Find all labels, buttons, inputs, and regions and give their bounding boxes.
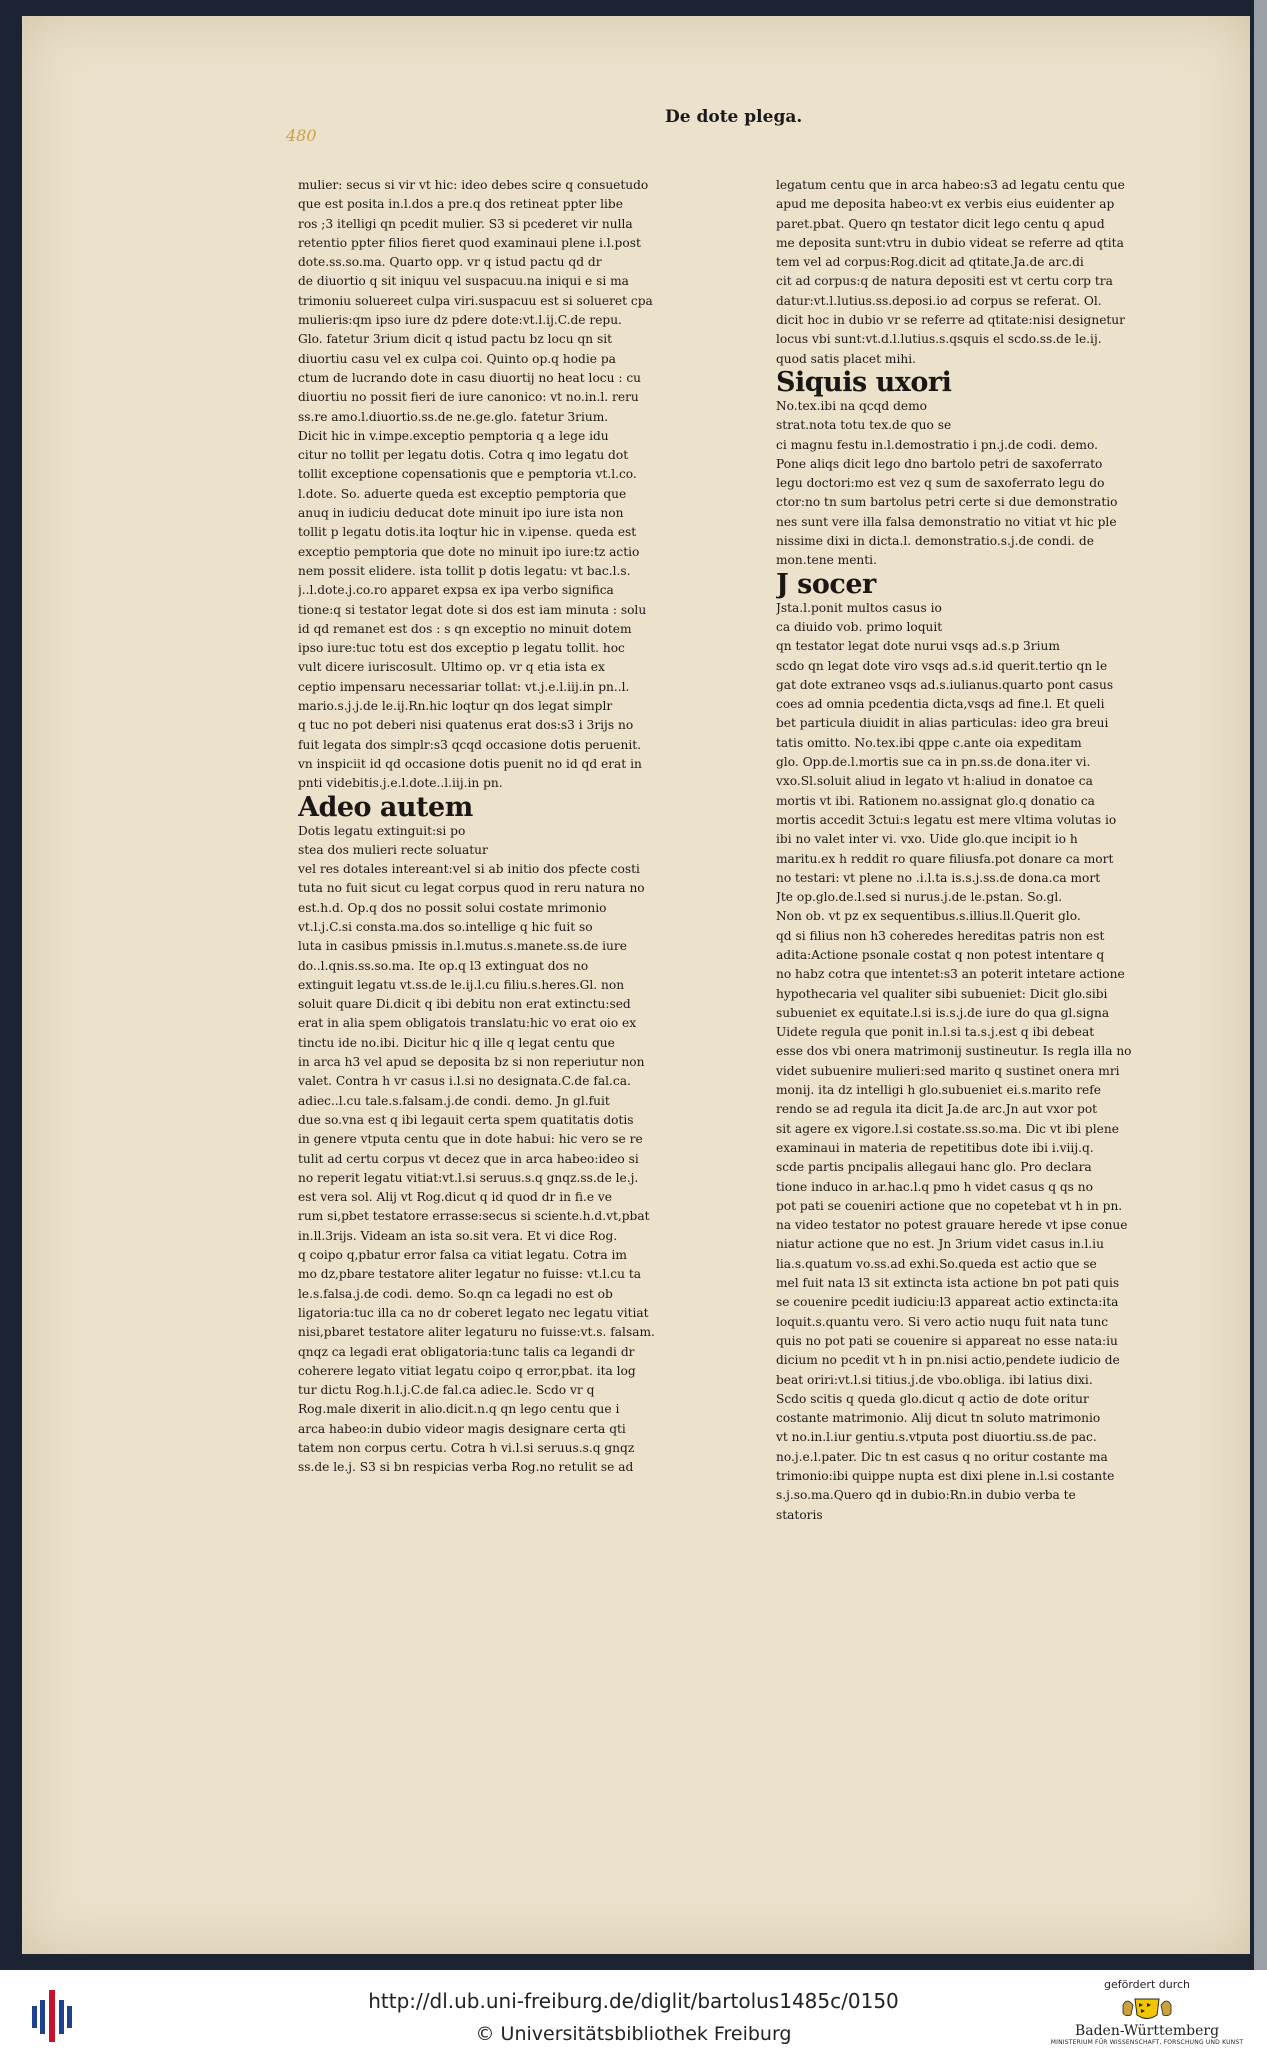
- right-column-text-top: legatum centu que in arca habeo:s3 ad legatu centu que apud me deposita habeo:vt ex verbis eius euidenter ap paret.pbat. Quero qn testator dicit lego centu q apud me deposita sunt:vtru in dubio videat se referre ad qtita tem vel ad corpus:Rog.dicit ad qtitate.Ja.de arc.di cit ad corpus:q de natura depositi est vt certu corp tra datur:vt.l.lutius.ss.deposi.io ad corpus se referat. Ol. dicit hoc in dubio vr se referre ad qtitate:nisi designetur locus vbi sunt:vt.d.l.lutius.s.qsquis el scdo.ss.de le.ij. quod satis placet mihi.: [776, 178, 1125, 366]
- copyright-notice: © Universitätsbibliothek Freiburg: [475, 2023, 792, 2045]
- funder-state: Baden-Württemberg: [1074, 2023, 1220, 2039]
- left-section-heading: Adeo autem: [298, 791, 473, 823]
- funder-label: gefördert durch: [1103, 1978, 1191, 1991]
- left-text-column: [298, 176, 676, 1586]
- page-edge: [1254, 0, 1267, 1970]
- viewer-footer: [0, 1970, 1267, 2059]
- baden-wuerttemberg-crest-icon: [1119, 1993, 1175, 2023]
- left-section-text: Dotis legatu extinguit:si po stea dos mulieri recte soluatur vel res dotales intereant:vel si ab initio dos pfecte costi tuta no fuit sicut cu legat corpus quod in reru natura no est.h.d. Op.q dos no possit solui costate mrimonio vt.l.j.C.si consta.ma.dos so.intellige q hic fuit so luta in casibus pmissis in.l.mutus.s.manete.ss.de iure do..l.qnis.ss.so.ma. Ite op.q l3 extinguat dos no extinguit legatu vt.ss.de le.ij.l.cu filiu.s.heres.Gl. non soluit quare Di.dicit q ibi debitu non erat extinctu:sed erat in alia spem obligatois translatu:hic vo erat oio ex tinctu ide no.ibi. Dicitur hic q ille q legat centu que in arca h3 vel apud se deposita bz si non reperiutur non valet. Contra h vr casus i.l.si no designata.C.de fal.ca. adiec..l.cu tale.s.falsam.j.de condi. demo. Jn gl.fuit due so.vna est q ibi legauit certa spem quatitatis dotis in genere vtputa centu que in dote habui: hic vero se re tulit ad certu corpus vt decez que in arca habeo:ideo si no reperit legatu vitiat:vt.l.si seruus.s.q gnqz.ss.de le.j. est vera sol. Alij vt Rog.dicut q id quod dr in fi.e ve rum si,pbet testatore errasse:secus si sciente.h.d.vt,pbat in.ll.3rijs. Videam an ista so.sit vera. Et vi dice Rog. q coipo q,pbatur error falsa ca vitiat legatu. Cotra im mo dz,pbare testatore aliter legatur no fuisse: vt.l.cu ta le.s.falsa.j.de codi. demo. So.qn ca legadi no est ob ligatoria:tuc illa ca no dr coberet legato nec legatu vitiat nisi,pbaret testatore aliter legaturu no fuisse:vt.s. falsam. qnqz ca legadi erat obligatoria:tunc talis ca legandi dr coherere legato vitiat legatu coipo q error,pbat. ita log tur dictu Rog.h.l.j.C.de fal.ca adiec.le. Scdo vr q Rog.male dixerit in alio.dicit.n.q qn lego centu que i arca habeo:in dubio videor magis designare certa qti tatem non corpus certu. Cotra h vi.l.si seruus.s.q gnqz ss.de le.j. S3 si bn respicias verba Rog.no retulit se ad: [298, 823, 655, 1475]
- funder-block: [1047, 1978, 1247, 2046]
- running-header: De dote plega.: [665, 107, 803, 127]
- permalink-url[interactable]: http://dl.ub.uni-freiburg.de/diglit/bartolus1485c/0150: [368, 1989, 899, 2013]
- right-section-text-1: No.tex.ibi na qcqd demo strat.nota totu tex.de quo se ci magnu festu in.l.demostratio i pn.j.de codi. demo. Pone aliqs dicit lego dno bartolo petri de saxoferrato legu doctori:mo est vez q sum de saxoferrato legu do ctor:no tn sum bartolus petri certe si due demonstratio nes sunt vere illa falsa demonstratio no vitiat vt hic ple nissime dixi in dicta.l. demonstratio.s.j.de condi. de mon.tene menti.: [776, 398, 1118, 568]
- left-column-text: mulier: secus si vir vt hic: ideo debes scire q consuetudo que est posita in.l.dos a pre.q dos retineat ppter libe ros ;3 itelligi qn pcedit mulier. S3 si pcederet vir nulla retentio ppter filios fieret quod examinaui plene i.l.post dote.ss.so.ma. Quarto opp. vr q istud pactu qd dr de diuortio q sit iniquu vel suspacuu.na iniqui e si ma trimoniu soluereet culpa viri.suspacuu est si solueret cpa mulieris:qm ipso iure dz pdere dote:vt.l.ij.C.de repu. Glo. fatetur 3rium dicit q istud pactu bz locu qn sit diuortiu casu vel ex culpa coi. Quinto op.q hodie pa ctum de lucrando dote in casu diuortij no heat locu : cu diuortiu no possit fieri de iure canonico: vt no.in.l. reru ss.re amo.l.diuortio.ss.de ne.ge.glo. fatetur 3rium. Dicit hic in v.impe.exceptio pemptoria q a lege idu citur no tollit per legatu dotis. Cotra q imo legatu dot tollit exceptione copensationis que e pemptoria vt.l.co. l.dote. So. aduerte queda est exceptio pemptoria que anuq in iudiciu deducat dote minuit ipo iure ista non tollit p legatu dotis.ita loqtur hic in v.ipense. queda est exceptio pemptoria que dote no minuit ipo iure:tz actio nem possit elidere. ista tollit p dotis legatu: vt bac.l.s. j..l.dote.j.co.ro apparet expsa ex ipa verbo significa tione:q si testator legat dote si dos est iam minuta : solu id qd remanet est dos : s qn exceptio no minuit dotem ipso iure:tuc totu est dos exceptio p legatu tollit. hoc vult dicere iuriscosult. Ultimo op. vr q etia ista ex ceptio impensaru necessariar tollat: vt.j.e.l.iij.in pn..l. mario.s.j.j.de le.ij.Rn.hic loqtur qn dos legat simplr q tuc no pot deberi nisi quatenus erat dos:s3 i 3rijs no fuit legata dos simplr:s3 qcqd occasione dotis peruenit. vn inspiciit id qd occasione dotis puenit no id qd erat in pnti videbitis.j.e.l.dote..l.iij.in pn.: [298, 178, 653, 791]
- funder-ministry: MINISTERIUM FÜR WISSENSCHAFT, FORSCHUNG UND KUNST: [1050, 2039, 1244, 2046]
- folio-number: 480: [286, 126, 317, 145]
- right-section-heading-1: Siquis uxori: [776, 366, 952, 398]
- right-text-column: [776, 176, 1176, 1602]
- right-section-text-2: Jsta.l.ponit multos casus io ca diuido vob. primo loquit qn testator legat dote nurui vsqs ad.s.p 3rium scdo qn legat dote viro vsqs ad.s.id querit.tertio qn le gat dote extraneo vsqs ad.s.iulianus.quarto pont casus coes ad omnia pcedentia dicta,vsqs ad fine.l. Et queli bet particula diuidit in alias particulas: ideo gra breui tatis omitto. No.tex.ibi qppe c.ante oia expeditam glo. Opp.de.l.mortis sue ca in pn.ss.de dona.iter vi. vxo.Sl.soluit aliud in legato vt h:aliud in donatoe ca mortis vt ibi. Rationem no.assignat glo.q donatio ca mortis accedit 3ctui:s legatu est mere vltima volutas io ibi no valet inter vi. vxo. Uide glo.que incipit io h maritu.ex h reddit ro quare filiusfa.pot donare ca mort no testari: vt plene no .i.l.ta is.s.j.ss.de dona.ca mort Jte op.glo.de.l.sed si nurus.j.de le.pstan. So.gl. Non ob. vt pz ex sequentibus.s.illius.ll.Querit glo. qd si filius non h3 coheredes hereditas patris non est adita:Actione psonale costat q non potest intentare q no habz cotra que intentet:s3 an poterit intetare actione hypothecaria vel qualiter sibi subueniet: Dicit glo.sibi subueniet ex equitate.l.si is.s.j.de iure do qua gl.signa Uidete regula que ponit in.l.si ta.s.j.est q ibi debeat esse dos vbi onera matrimonij sustineutur. Is regla illa no videt subuenire mulieri:sed marito q sustinet onera mri monij. ita dz intelligi h glo.subueniet ei.s.marito refe rendo se ad regula ita dicit Ja.de arc.Jn aut vxor pot sit agere ex vigore.l.si costate.ss.so.ma. Dic vt ibi plene examinaui in materia de repetitibus dote ibi i.viij.q. scde partis pncipalis allegaui hanc glo. Pro declara tione induco in ar.hac.l.q pmo h videt casus q qs no pot pati se coueniri actione que no copetebat vt h in pn. na video testator no potest grauare herede vt ipse conue niatur actione que no est. Jn 3rium videt casus in.l.iu lia.s.quatum vo.ss.ad exhi.So.queda est actio que se mel fuit nata l3 sit extincta ista actione bn pot pati quis se couenire pcedit iudiciu:l3 appareat actio extincta:ita loquit.s.quantu vero. Si vero actio nuqu fuit nata tunc quis no pot pati se couenire si appareat no esse nata:iu dicium no pcedit vt h in pn.nisi actio,pendete iudicio de beat oriri:vt.l.si titius.j.de vbo.obliga. ibi latius dixi. Scdo scitis q queda glo.dicut q actio de dote oritur costante matrimonio. Alij dicut tn soluto matrimonio vt no.in.l.iur gentiu.s.vtputa post diuortiu.ss.de pac. no.j.e.l.pater. Dic tn est casus q no oritur costante ma trimonio:ibi quippe nupta est dixi plene in.l.si costante s.j.so.ma.Quero qd in dubio:Rn.in dubio verba te statoris: [776, 600, 1132, 1522]
- right-section-heading-2: J socer: [776, 568, 876, 600]
